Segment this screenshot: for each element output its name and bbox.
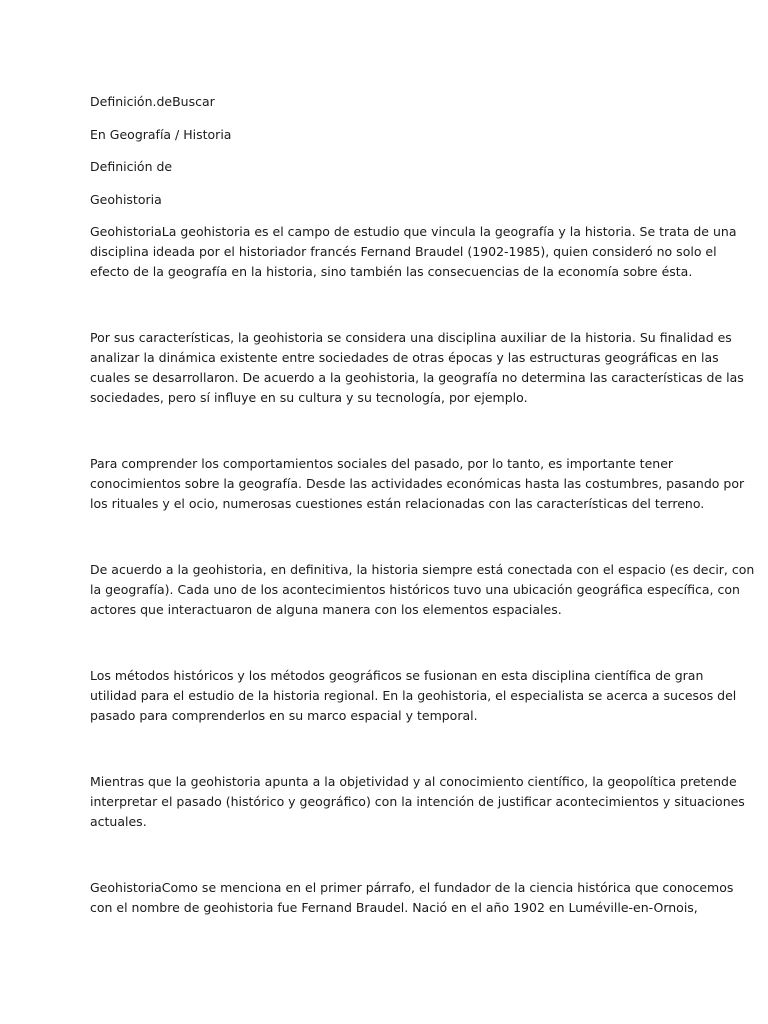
paragraph-line: cuales se desarrollaron. De acuerdo a la geohistoria, la geografía no determina las características de las [90, 370, 744, 385]
heading-site: Definición.deBuscar [90, 94, 215, 109]
heading-category: En Geografía / Historia [90, 126, 232, 142]
paragraph-line: disciplina ideada por el historiador francés Fernand Braudel (1902-1985), quien consideró no solo el [90, 244, 717, 259]
paragraph-line: analizar la dinámica existente entre sociedades de otras épocas y las estructuras geográficas en las [90, 350, 719, 365]
paragraph-7 [90, 878, 734, 918]
paragraph-line: efecto de la geografía en la historia, sino también las consecuencias de la economía sobre ésta. [90, 264, 693, 279]
paragraph-line: los rituales y el ocio, numerosas cuestiones están relacionadas con las características del terreno. [90, 496, 705, 511]
paragraph-line: utilidad para el estudio de la historia regional. En la geohistoria, el especialista se acerca a sucesos del [90, 688, 737, 703]
paragraph-line: Para comprender los comportamientos sociales del pasado, por lo tanto, es importante tener [90, 456, 674, 471]
paragraph-line: Por sus características, la geohistoria se considera una disciplina auxiliar de la historia. Su finalidad es [90, 330, 732, 345]
paragraph-line: GeohistoriaLa geohistoria es el campo de estudio que vincula la geografía y la historia. Se trata de una [90, 224, 737, 239]
paragraph-4 [90, 560, 755, 620]
paragraph-line: actores que interactuaron de alguna manera con los elementos espaciales. [90, 602, 562, 617]
paragraph-6 [90, 772, 745, 832]
paragraph-line: De acuerdo a la geohistoria, en definitiva, la historia siempre está conectada con el espacio (es decir, con [90, 562, 755, 577]
paragraph-line: sociedades, pero sí influye en su cultura y su tecnología, por ejemplo. [90, 390, 528, 405]
paragraph-line: Mientras que la geohistoria apunta a la objetividad y al conocimiento científico, la geopolítica pretende [90, 774, 737, 789]
heading-term: Geohistoria [90, 191, 162, 207]
paragraph-3 [90, 454, 745, 514]
paragraph-line: con el nombre de geohistoria fue Fernand Braudel. Nació en el año 1902 en Luméville-en-Ornois, [90, 900, 698, 915]
paragraph-line: conocimientos sobre la geografía. Desde las actividades económicas hasta las costumbres, pasando por [90, 476, 745, 491]
paragraph-line: actuales. [90, 814, 147, 829]
heading-definition: Definición de [90, 159, 173, 174]
document-page [90, 92, 755, 964]
paragraph-line: Los métodos históricos y los métodos geográficos se fusionan en esta disciplina científica de gran [90, 668, 704, 683]
paragraph-1 [90, 222, 737, 282]
paragraph-line: la geografía). Cada uno de los acontecimientos históricos tuvo una ubicación geográfica específica, con [90, 582, 740, 597]
paragraph-5 [90, 666, 737, 726]
paragraph-2 [90, 328, 744, 408]
paragraph-line: GeohistoriaComo se menciona en el primer párrafo, el fundador de la ciencia histórica que conocemos [90, 880, 734, 895]
paragraph-line: pasado para comprenderlos en su marco espacial y temporal. [90, 708, 478, 723]
paragraph-line: interpretar el pasado (histórico y geográfico) con la intención de justificar acontecimientos y situaciones [90, 794, 745, 809]
